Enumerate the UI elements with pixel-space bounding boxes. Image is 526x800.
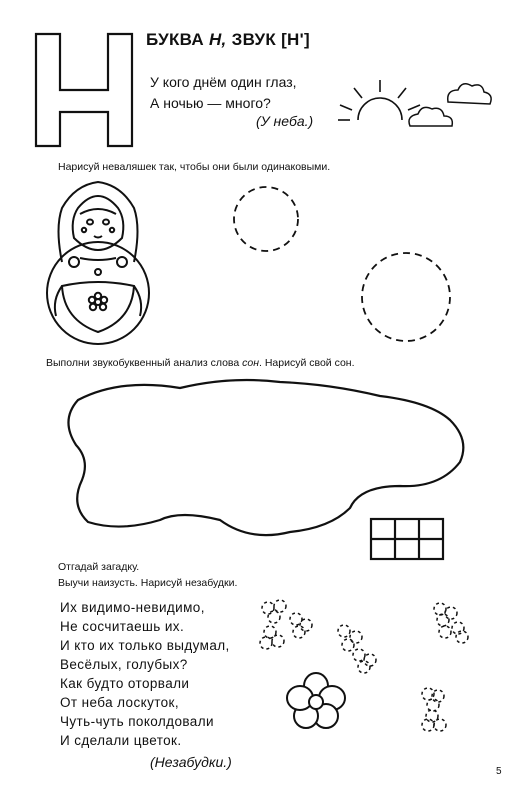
page-number: 5	[496, 766, 502, 777]
dashed-forget-me-nots	[260, 600, 468, 731]
poem-answer: (Незабудки.)	[150, 754, 232, 770]
dashed-circle-small	[234, 187, 298, 251]
big-letter-n-outline	[36, 34, 132, 146]
dashed-circle-large	[362, 253, 450, 341]
poem-line-7: Чуть-чуть поколдовали	[60, 714, 214, 729]
poem-line-4: Весёлых, голубых?	[60, 657, 188, 672]
son-instruction: Выполни звукобуквенный анализ слова сон. Нарисуй свой сон.	[46, 357, 355, 369]
poem-line-8: И сделали цветок.	[60, 733, 182, 748]
poem-line-3: И кто их только выдумал,	[60, 638, 230, 653]
riddle2-instruction-1: Отгадай загадку.	[58, 561, 140, 573]
riddle1-answer: (У неба.)	[256, 113, 314, 129]
riddle2-instruction-2: Выучи наизусть. Нарисуй незабудки.	[58, 577, 238, 589]
page-title: БУКВА Н, ЗВУК [Н']	[146, 30, 310, 49]
roly-poly-doll	[47, 182, 149, 344]
poem-line-5: Как будто оторвали	[60, 676, 190, 691]
forget-me-not-flower	[287, 673, 345, 728]
sound-scheme-grid	[371, 519, 443, 559]
poem-line-2: Не сосчитаешь их.	[60, 619, 185, 634]
poem-line-1: Их видимо-невидимо,	[60, 600, 205, 615]
sun-icon	[338, 80, 422, 120]
dolls-instruction: Нарисуй неваляшек так, чтобы они были одинаковыми.	[58, 161, 331, 173]
riddle1-line-2: А ночью — много?	[150, 95, 271, 111]
dream-cloud-frame	[68, 380, 463, 535]
poem-line-6: От неба лоскуток,	[60, 695, 180, 710]
riddle1-line-1: У кого днём один глаз,	[150, 74, 297, 90]
cloud-icon	[409, 84, 491, 126]
